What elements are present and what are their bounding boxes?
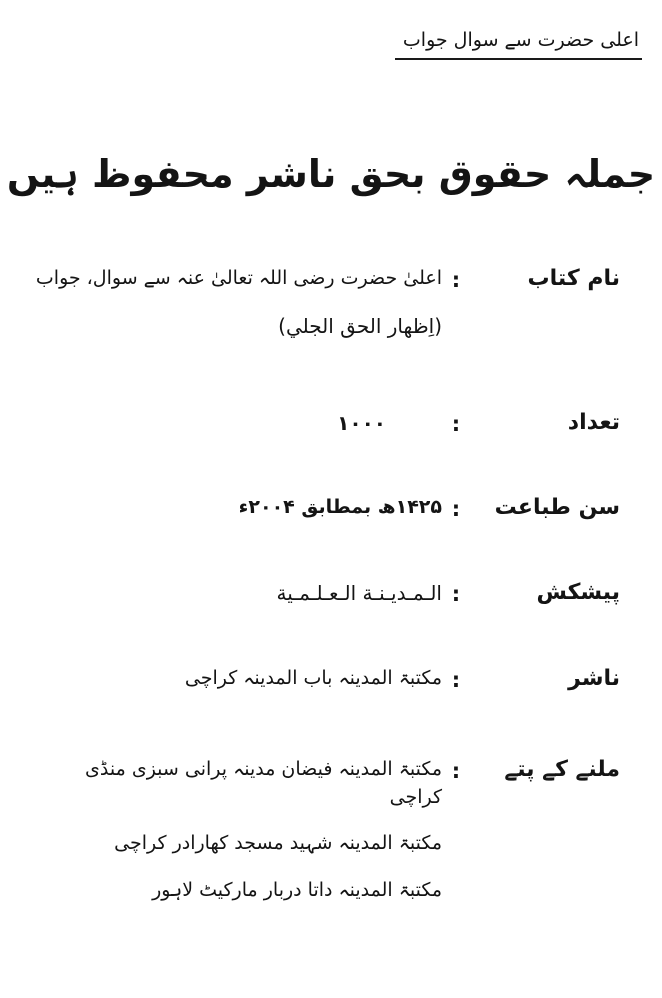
field-row-quantity [28, 409, 620, 438]
field-label-book-name: نام کتاب [527, 266, 620, 291]
field-label-quantity: تعداد [567, 410, 620, 435]
field-value-book-name [28, 265, 442, 341]
book-subtitle-text: (اِظهار الحق الجلي) [278, 313, 442, 338]
colon-separator: : [451, 268, 461, 292]
field-label-addresses: ملنے کے پتے [504, 757, 620, 782]
book-title-text: اعلیٰ حضرت رضی اللہ تعالیٰ عنہ سے سوال، جواب [35, 267, 442, 289]
field-label-print-year: سن طباعت [494, 495, 620, 520]
field-value-publisher [28, 665, 442, 693]
colon-separator: : [451, 759, 461, 783]
colon-separator: : [451, 668, 461, 692]
field-row-presenter [28, 579, 620, 608]
field-row-publisher [28, 665, 620, 694]
colon-separator: : [451, 582, 461, 606]
field-row-print-year [28, 494, 620, 523]
print-count-value: ۱۰۰۰ [337, 411, 386, 435]
field-value-addresses [28, 756, 442, 904]
presenter-name-text: الـمـديـنـة الـعـلـمـية [276, 581, 442, 605]
field-row-book-name [28, 265, 620, 341]
publisher-name-text: مکتبۃ المدینہ باب المدینہ کراچی [184, 667, 442, 689]
field-label-presenter: پیشکش [536, 580, 620, 605]
field-value-presenter [28, 579, 442, 608]
address-line: مکتبۃ المدینہ داتا دربار مارکیٹ لاہور [152, 878, 442, 901]
print-year-value: ۱۴۲۵ھ بمطابق ۲۰۰۴ء [238, 496, 442, 518]
field-row-addresses [28, 756, 620, 904]
colon-separator: : [451, 412, 461, 436]
field-value-quantity [28, 409, 442, 438]
field-value-print-year [28, 494, 442, 522]
colon-separator: : [451, 497, 461, 521]
address-line: مکتبۃ المدینہ شہید مسجد کھارادر کراچی [114, 832, 442, 855]
address-line: مکتبۃ المدینہ فیضان مدینہ پرانی سبزی منڈی کراچی [85, 758, 442, 808]
copyright-notice: جملہ حقوق بحق ناشر محفوظ ہیں [6, 152, 656, 196]
running-header-title: اعلی حضرت سے سوال جواب [395, 28, 642, 60]
field-label-publisher: ناشر [568, 666, 620, 691]
